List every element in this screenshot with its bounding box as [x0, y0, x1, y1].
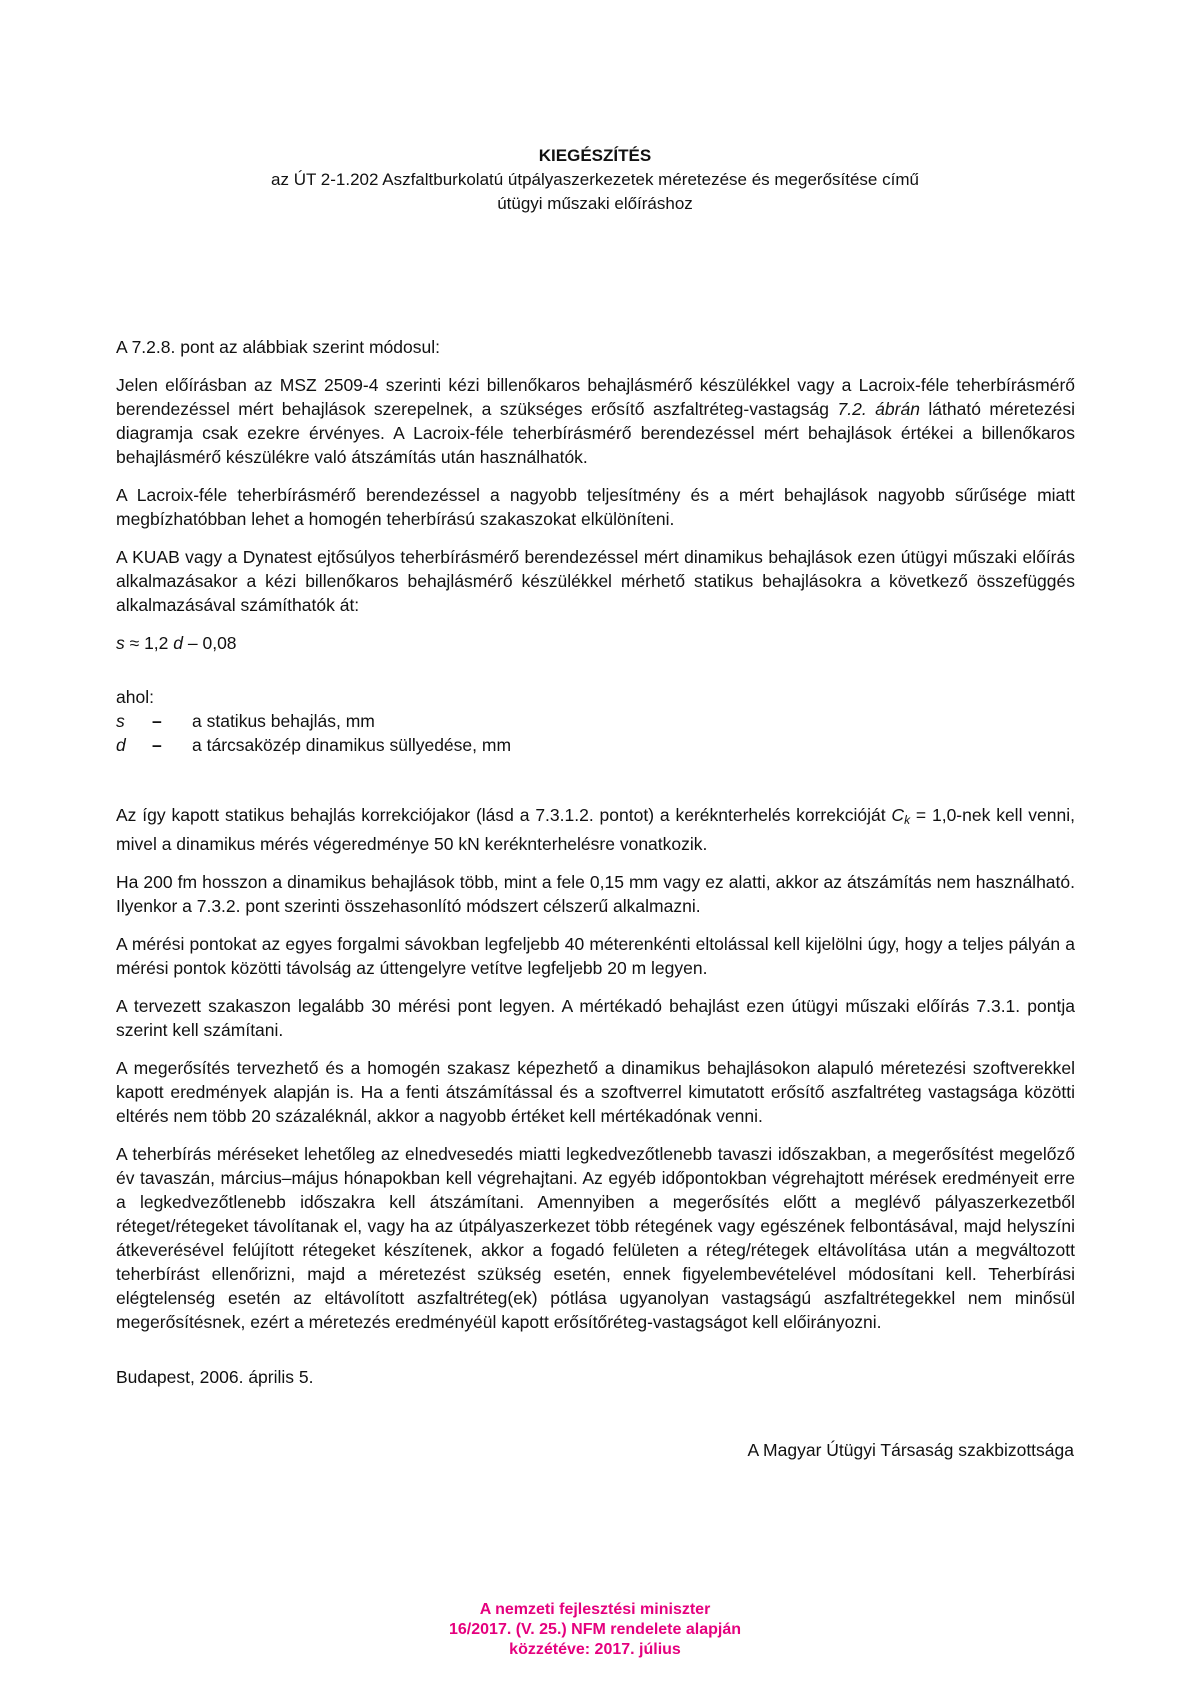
publication-footer — [0, 1600, 1190, 1660]
coefficient-subscript: k — [904, 813, 911, 827]
paragraph-1-text-a: Jelen előírásban az MSZ 2509-4 szerinti kézi billenőkaros behajlásmérő készülékkel vagy a Lacroix-féle teherbírásmérő berendezéssel mért behajlások szerepelnek, a szükséges erősítő aszfaltréteg-vastagság — [116, 375, 1075, 419]
definition-text: a tárcsaközép dinamikus süllyedése, mm — [192, 735, 512, 755]
definition-list — [116, 709, 1075, 757]
formula-d: d — [173, 633, 184, 653]
paragraph-5: Ha 200 fm hosszon a dinamikus behajlások több, mint a fele 0,15 mm vagy ez alatti, akkor az átszámítás nem használható. Ilyenkor a 7.3.2. pont szerinti összehasonlító módszert célszerű alkalmazni. — [116, 872, 1075, 916]
paragraph-6: A mérési pontokat az egyes forgalmi sávokban legfeljebb 40 méterenkénti eltolással kell kijelölni úgy, hogy a teljes pályán a mérési pontok közötti távolság az úttengelyre vetítve legfeljebb 20 m legyen. — [116, 934, 1075, 978]
footer-line-2: 16/2017. (V. 25.) NFM rendelete alapján — [449, 1621, 741, 1638]
paragraph-4-text-a: Az így kapott statikus behajlás korrekciójakor (lásd a 7.3.1.2. pontot) a keréknterhelés korrekcióját — [116, 805, 892, 825]
definition-dash: – — [152, 735, 162, 755]
definition-item — [116, 709, 1075, 733]
footer-line-1: A nemzeti fejlesztési miniszter — [479, 1601, 711, 1618]
document-body — [116, 335, 1075, 1348]
definition-dash: – — [152, 711, 162, 731]
formula-rest: – 0,08 — [183, 633, 237, 653]
formula — [116, 631, 1075, 655]
formula-s: s — [116, 633, 125, 653]
document-subtitle-line-1: az ÚT 2-1.202 Aszfaltburkolatú útpályaszerkezetek méretezése és megerősítése című — [271, 170, 919, 189]
paragraph-3: A KUAB vagy a Dynatest ejtősúlyos teherbírásmérő berendezéssel mért dinamikus behajlások ezen útügyi műszaki előírás alkalmazásakor a kézi billenőkaros behajlásmérő készülékkel mérhető statikus behajlásokra a következő összefüggés alkalmazásával számíthatók át: — [116, 547, 1075, 615]
paragraph-1-text-b: látható méretezési diagramja csak ezekre érvényes. A Lacroix-féle teherbírásmérő berendezéssel mért behajlások értékei a billenőkaros behajlásmérő készülékre való átszámítás után használhatók. — [116, 399, 1075, 467]
definition-item — [116, 733, 1075, 757]
paragraph-4 — [116, 803, 1075, 856]
document-date: Budapest, 2006. április 5. — [116, 1367, 314, 1387]
where-label: ahol: — [116, 687, 154, 707]
definition-symbol: d — [116, 735, 126, 755]
coefficient-symbol: C — [891, 805, 905, 825]
signature: A Magyar Útügyi Társaság szakbizottsága — [747, 1440, 1074, 1460]
document-header — [0, 144, 1190, 216]
document-title: KIEGÉSZÍTÉS — [538, 146, 652, 165]
paragraph-2: A Lacroix-féle teherbírásmérő berendezéssel a nagyobb teljesítmény és a mért behajlások nagyobb sűrűsége miatt megbízhatóbban lehet a homogén teherbírású szakaszokat elkülöníteni. — [116, 485, 1075, 529]
footer-line-3: közzétéve: 2017. július — [509, 1641, 681, 1658]
figure-reference: 7.2. ábrán — [837, 399, 920, 419]
formula-approx: ≈ 1,2 — [124, 633, 174, 653]
paragraph-1 — [116, 373, 1075, 469]
paragraph-4-text-b: = 1,0-nek kell venni, mivel a dinamikus mérés végeredménye 50 kN keréknterhelésre vonatkozik. — [116, 805, 1075, 854]
paragraph-8: A megerősítés tervezhető és a homogén szakasz képezhető a dinamikus behajlásokon alapuló méretezési szoftverekkel kapott eredmények alapján is. Ha a fenti átszámítással és a szoftverrel kimutatott erősítő aszfaltréteg vastagsága közötti eltérés nem több 20 százaléknál, akkor a nagyobb értéket kell mértékadónak venni. — [116, 1058, 1075, 1126]
definition-symbol: s — [116, 711, 125, 731]
document-subtitle-line-2: útügyi műszaki előíráshoz — [497, 194, 693, 213]
intro-paragraph: A 7.2.8. pont az alábbiak szerint módosul: — [116, 337, 440, 357]
paragraph-7: A tervezett szakaszon legalább 30 mérési pont legyen. A mértékadó behajlást ezen útügyi műszaki előírás 7.3.1. pontja szerint kell számítani. — [116, 996, 1075, 1040]
definition-text: a statikus behajlás, mm — [192, 711, 375, 731]
paragraph-9: A teherbírás méréseket lehetőleg az elnedvesedés miatti legkedvezőtlenebb tavaszi időszakban, a megerősítést megelőző év tavaszán, március–május hónapokban kell végrehajtani. Az egyéb időpontokban végrehajtott mérések eredményeit erre a legkedvezőtlenebb időszakra kell átszámítani. Amennyiben a megerősítés előtt a meglévő pályaszerkezetből réteget/rétegeket távolítanak el, vagy ha az útpályaszerkezet több rétegének vagy egészének felbontásával, majd helyszíni átkeverésével felújított rétegeket készítenek, akkor a fogadó felületen a réteg/rétegek eltávolítása után a megváltozott teherbírást ellenőrizni, majd a méretezést szükség esetén, ennek figyelembevételével módosítani kell. Teherbírási elégtelenség esetén az eltávolított aszfaltréteg(ek) pótlása ugyanolyan vastagságú aszfaltrétegekkel nem minősül megerősítésnek, ezért a méretezés eredményéül kapott erősítőréteg-vastagságot kell előirányozni. — [116, 1144, 1075, 1332]
